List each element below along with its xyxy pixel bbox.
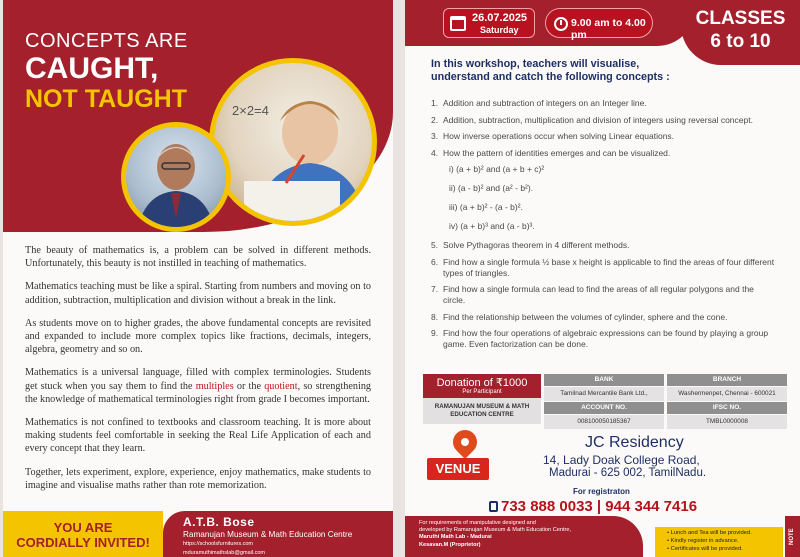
calendar-icon [450, 16, 466, 31]
event-time: 9.00 am to 4.00 pm [571, 17, 646, 41]
invite-line2: CORDIALLY INVITED! [16, 535, 150, 550]
venue-block [423, 430, 793, 485]
paragraph-4-end: , so strengthening the knowledge of mathematical terminologies right from grade I becomes important. [25, 380, 372, 405]
headline-line1: CONCEPTS ARE [25, 30, 188, 52]
identity-1: i) (a + b)² and (a + b + c)² [449, 164, 545, 174]
mfr-line4: Kesavan.M (Proprietor) [419, 541, 481, 548]
contact-org: Ramanujan Museum & Math Education Centre [183, 530, 353, 539]
left-footer [3, 511, 393, 557]
right-footer [405, 516, 800, 557]
manufacturer-info [405, 516, 643, 557]
mfr-line3: Maruthi Math Lab - Madurai [419, 534, 492, 541]
event-day: Saturday [480, 25, 519, 35]
payee-line1: RAMANUJAN MUSEUM & MATH [434, 403, 530, 410]
workshop-intro: In this workshop, teachers will visualise, understand and catch the following concepts : [431, 58, 670, 83]
student-photo [209, 58, 377, 226]
item-number: 6. [431, 256, 439, 267]
item-number: 2. [431, 114, 439, 125]
highlight-multiples: multiples [195, 380, 234, 392]
time-badge [545, 8, 653, 41]
registration-label: For registraton [573, 487, 630, 496]
author-photo [121, 122, 231, 232]
schedule-banner [405, 0, 695, 46]
venue-address-line2: Madurai - 625 002, TamilNadu. [549, 467, 707, 479]
venue-address-line1: 14, Lady Doak College Road, [543, 453, 700, 467]
note-3: • Certificates will be provided. [667, 546, 743, 552]
phone-numbers[interactable]: 733 888 0033 | 944 344 7416 [501, 498, 698, 515]
item-text: Find how a single formula can lead to find the areas of all regular polygons and the circle. [443, 284, 754, 305]
concept-list [431, 98, 776, 356]
identity-3: iii) (a + b)² - (a - b)². [449, 202, 523, 212]
headline-line2: CAUGHT, [25, 52, 159, 85]
list-item [431, 312, 776, 323]
mfr-line1: For requirements of manipulative designed and [419, 520, 536, 526]
payee-box [423, 398, 541, 424]
paragraph-4-mid: or the [233, 380, 265, 392]
list-item [431, 131, 776, 142]
note-2: • Kindly register in advance. [667, 538, 739, 544]
list-item [431, 284, 776, 306]
clock-icon [554, 17, 568, 31]
registration-phones[interactable] [501, 498, 697, 515]
item-number: 7. [431, 284, 439, 294]
paragraph-1: The beauty of mathematics is, a problem can be solved in different methods. Unfortunately, this beauty is not instilled in teaching of mathematics. [25, 245, 371, 270]
svg-text:2×2=4: 2×2=4 [232, 103, 269, 118]
list-item [431, 257, 776, 279]
classes-label: CLASSES [695, 8, 786, 29]
venue-name: JC Residency [585, 434, 684, 451]
classes-badge [681, 0, 800, 65]
note-tag: NOTE [785, 516, 800, 557]
contact-card [163, 511, 393, 557]
highlight-quotient: quotient [264, 380, 298, 392]
item-number: 4. [431, 147, 439, 158]
list-item [431, 115, 776, 126]
right-page [405, 0, 800, 557]
bank-value: Tamilnad Mercantile Bank Ltd., [544, 387, 664, 401]
intro-text [25, 244, 371, 502]
notes-box [655, 527, 783, 557]
item-text: How the pattern of identities emerges and can be visualized. [443, 147, 671, 158]
left-page [3, 0, 393, 557]
paragraph-5: Mathematics is not confined to textbooks and classroom teaching. It is more about making students feel comfortable in seeking the Real Life Application of each and every concept that they learn. [25, 417, 371, 455]
identity-4: iv) (a + b)³ and (a - b)³. [449, 221, 535, 231]
item-text: Find how the four operations of algebraic expressions can be found by playing a group game. Even factorization can be done. [443, 328, 769, 349]
location-pin-icon [448, 425, 482, 459]
bank-header: BANK [544, 374, 664, 386]
paragraph-4-start: Mathematics is a universal language, filled with complex terminologies. Students get stuck when you say them to find the [25, 367, 371, 392]
item-text: Addition and subtraction of integers on an Integer line. [443, 98, 647, 108]
account-header: ACCOUNT NO. [544, 402, 664, 414]
list-item [431, 148, 776, 159]
item-text: Addition, subtraction, multiplication and division of integers using reversal concept. [443, 114, 753, 125]
branch-value: Washermenpet, Chennai - 600021 [667, 387, 787, 401]
ifsc-value: TMBL0000008 [667, 415, 787, 429]
list-item [431, 328, 776, 350]
paragraph-4 [25, 366, 371, 406]
paragraph-6: Together, lets experiment, explore, experience, enjoy mathematics, make students to imagine and visualise maths rather than rote memorization. [25, 466, 371, 491]
event-date: 26.07.2025 [472, 12, 528, 24]
item-text: Find how a single formula ½ base x height is applicable to find the areas of four different types of triangles. [443, 256, 775, 278]
item-number: 1. [431, 98, 439, 108]
donation-badge [423, 374, 541, 398]
branch-header: BRANCH [667, 374, 787, 386]
invite-line1: YOU ARE [53, 520, 113, 535]
note-1: • Lunch and Tea will be provided. [667, 530, 752, 536]
headline-line3: NOT TAUGHT [25, 85, 188, 113]
paragraph-3: As students move on to higher grades, the above fundamental concepts are revisited and expanded to include more complex topics like fractions, decimals, integers, algebra, geometry and so on. [25, 317, 371, 356]
item-number: 9. [431, 328, 439, 338]
mfr-line2: developed by Ramanujan Museum & Math Education Centre, [419, 527, 572, 534]
invite-banner [3, 511, 163, 557]
date-badge [443, 8, 535, 38]
classes-range: 6 to 10 [710, 31, 771, 52]
contact-email[interactable]: mduramuthimathslab@gmail.com [183, 550, 266, 556]
item-number: 3. [431, 131, 439, 141]
donation-per: Per Participant [462, 389, 502, 395]
item-number: 8. [431, 311, 439, 322]
ifsc-header: IFSC NO. [667, 402, 787, 414]
venue-label: VENUE [427, 458, 489, 480]
item-text: Solve Pythagoras theorem in 4 different methods. [443, 240, 630, 250]
item-text: Find the relationship between the volumes of cylinder, sphere and the cone. [443, 311, 728, 322]
identity-2: ii) (a - b)² and (a² - b²). [449, 183, 534, 193]
contact-website[interactable]: https://schoolsfurnitures.com [183, 541, 254, 547]
item-text: How inverse operations occur when solving Linear equations. [443, 131, 675, 141]
list-item [431, 98, 776, 109]
account-value: 008100050185367 [544, 415, 664, 429]
contact-name: A.T.B. Bose [183, 515, 255, 529]
paragraph-2: Mathematics teaching must be like a spiral. Starting from numbers and moving on to addition, subtraction, multiplication and division without a break in the link. [25, 281, 371, 306]
list-item [431, 240, 776, 251]
donation-amount: Donation of ₹1000 [436, 377, 528, 389]
phone-icon [489, 501, 498, 512]
payee-line2: EDUCATION CENTRE [450, 411, 514, 418]
item-number: 5. [431, 240, 439, 250]
